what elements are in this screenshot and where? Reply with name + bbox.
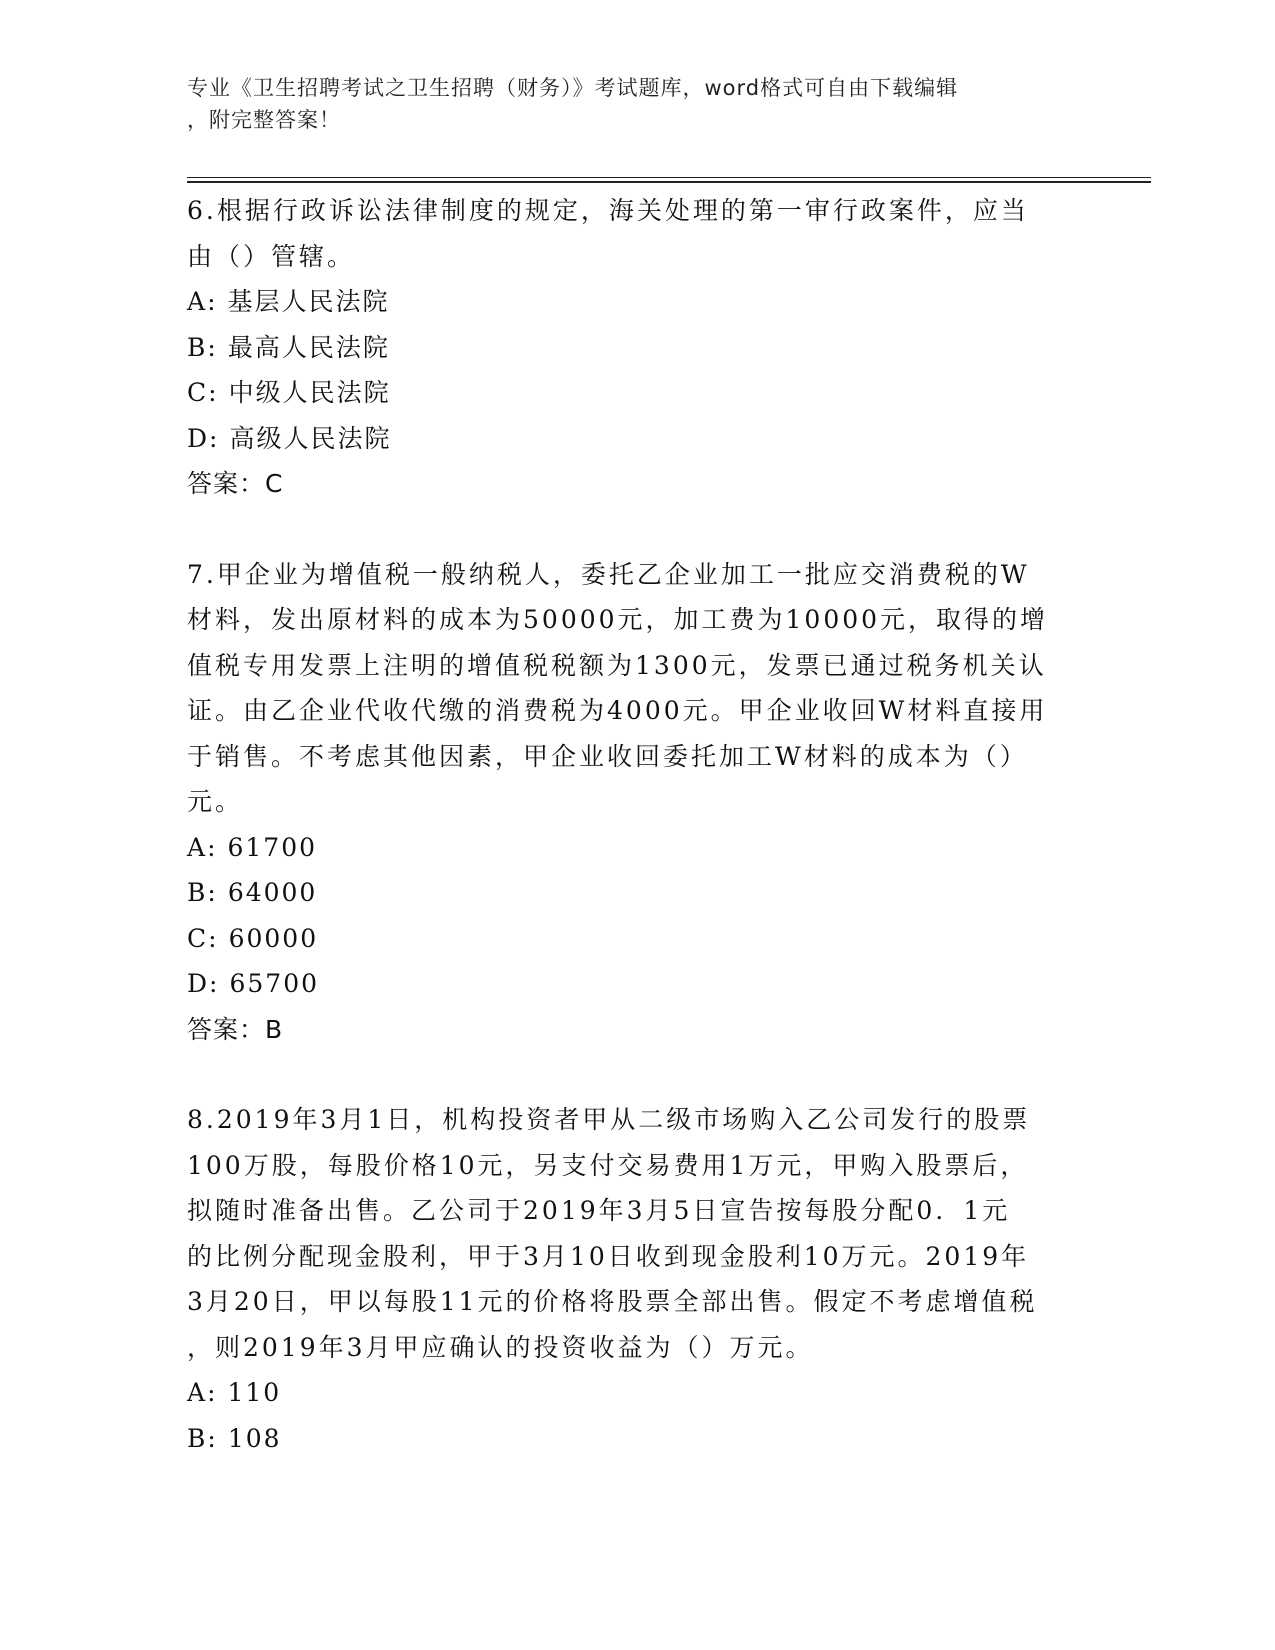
question-stem bbox=[187, 552, 1087, 825]
stem-line: 6.根据行政诉讼法律制度的规定，海关处理的第一审行政案件，应当 bbox=[187, 196, 1029, 225]
header-divider-thick bbox=[187, 181, 1151, 183]
option-text: 61700 bbox=[227, 832, 318, 862]
option-key: A bbox=[187, 1378, 208, 1407]
stem-line: 3月20日，甲以每股11元的价格将股票全部出售。假定不考虑增值税 bbox=[187, 1287, 1038, 1316]
option-d bbox=[187, 416, 1087, 462]
option-separator: : bbox=[208, 378, 219, 407]
option-text: 高级人民法院 bbox=[229, 423, 392, 453]
option-text: 108 bbox=[227, 1423, 282, 1453]
stem-line: 于销售。不考虑其他因素，甲企业收回委托加工W材料的成本为（） bbox=[187, 741, 1028, 771]
option-key: C bbox=[187, 923, 209, 953]
option-separator: : bbox=[209, 969, 220, 998]
question-6 bbox=[187, 188, 1087, 507]
header-divider-thin bbox=[187, 177, 1151, 178]
header-line-1: 专业《卫生招聘考试之卫生招聘（财务）》考试题库，word格式可自由下载编辑 bbox=[187, 76, 959, 100]
question-8 bbox=[187, 1097, 1087, 1461]
option-text: 最高人民法院 bbox=[227, 332, 390, 362]
option-text: 基层人民法院 bbox=[227, 287, 390, 316]
option-separator: : bbox=[207, 332, 218, 362]
option-separator: : bbox=[207, 1423, 218, 1453]
option-text: 65700 bbox=[229, 969, 320, 998]
option-a bbox=[187, 1370, 1087, 1416]
option-separator: : bbox=[207, 287, 218, 316]
option-text: 中级人民法院 bbox=[228, 378, 391, 407]
option-c bbox=[187, 916, 1087, 962]
question-spacer bbox=[187, 507, 1087, 552]
stem-line: 元。 bbox=[187, 787, 244, 816]
answer-label: 答案：B bbox=[187, 1014, 284, 1044]
stem-line: 由（）管辖。 bbox=[187, 241, 356, 271]
stem-line: 的比例分配现金股利，甲于3月10日收到现金股利10万元。2019年 bbox=[187, 1241, 1030, 1271]
option-text: 64000 bbox=[227, 878, 318, 907]
option-key: D bbox=[187, 423, 210, 453]
stem-line: 100万股，每股价格10元，另支付交易费用1万元，甲购入股票后， bbox=[187, 1150, 1029, 1180]
option-key: C bbox=[187, 378, 209, 407]
option-key: B bbox=[187, 1423, 208, 1453]
option-key: A bbox=[187, 832, 208, 862]
question-7 bbox=[187, 552, 1087, 1053]
stem-line: ，则2019年3月甲应确认的投资收益为（）万元。 bbox=[187, 1332, 814, 1362]
option-key: B bbox=[187, 332, 208, 362]
option-key: D bbox=[187, 969, 210, 998]
option-a bbox=[187, 825, 1087, 871]
answer-label: 答案：C bbox=[187, 469, 284, 498]
option-c bbox=[187, 370, 1087, 416]
option-a bbox=[187, 279, 1087, 325]
stem-line: 8.2019年3月1日，机构投资者甲从二级市场购入乙公司发行的股票 bbox=[187, 1105, 1031, 1134]
question-spacer bbox=[187, 1052, 1087, 1097]
option-separator: : bbox=[208, 923, 219, 953]
option-separator: : bbox=[207, 1378, 218, 1407]
option-separator: : bbox=[207, 878, 218, 907]
option-b bbox=[187, 870, 1087, 916]
document-header bbox=[187, 72, 1087, 136]
option-key: B bbox=[187, 878, 208, 907]
option-key: A bbox=[187, 287, 208, 316]
option-b bbox=[187, 325, 1087, 371]
header-line-2: ，附完整答案！ bbox=[187, 108, 341, 132]
stem-line: 材料，发出原材料的成本为50000元，加工费为10000元，取得的增 bbox=[187, 605, 1049, 634]
stem-line: 7.甲企业为增值税一般纳税人，委托乙企业加工一批应交消费税的W bbox=[187, 559, 1030, 589]
option-text: 60000 bbox=[228, 923, 319, 953]
stem-line: 证。由乙企业代收代缴的消费税为4000元。甲企业收回W材料直接用 bbox=[187, 696, 1048, 725]
option-separator: : bbox=[209, 423, 220, 453]
question-stem bbox=[187, 188, 1087, 279]
option-text: 110 bbox=[227, 1378, 282, 1407]
stem-line: 拟随时准备出售。乙公司于2019年3月5日宣告按每股分配0．1元 bbox=[187, 1196, 1011, 1225]
question-stem bbox=[187, 1097, 1087, 1370]
option-separator: : bbox=[207, 832, 218, 862]
option-d bbox=[187, 961, 1087, 1007]
option-b bbox=[187, 1416, 1087, 1462]
stem-line: 值税专用发票上注明的增值税税额为1300元，发票已通过税务机关认 bbox=[187, 650, 1047, 680]
question-list bbox=[187, 188, 1087, 1461]
